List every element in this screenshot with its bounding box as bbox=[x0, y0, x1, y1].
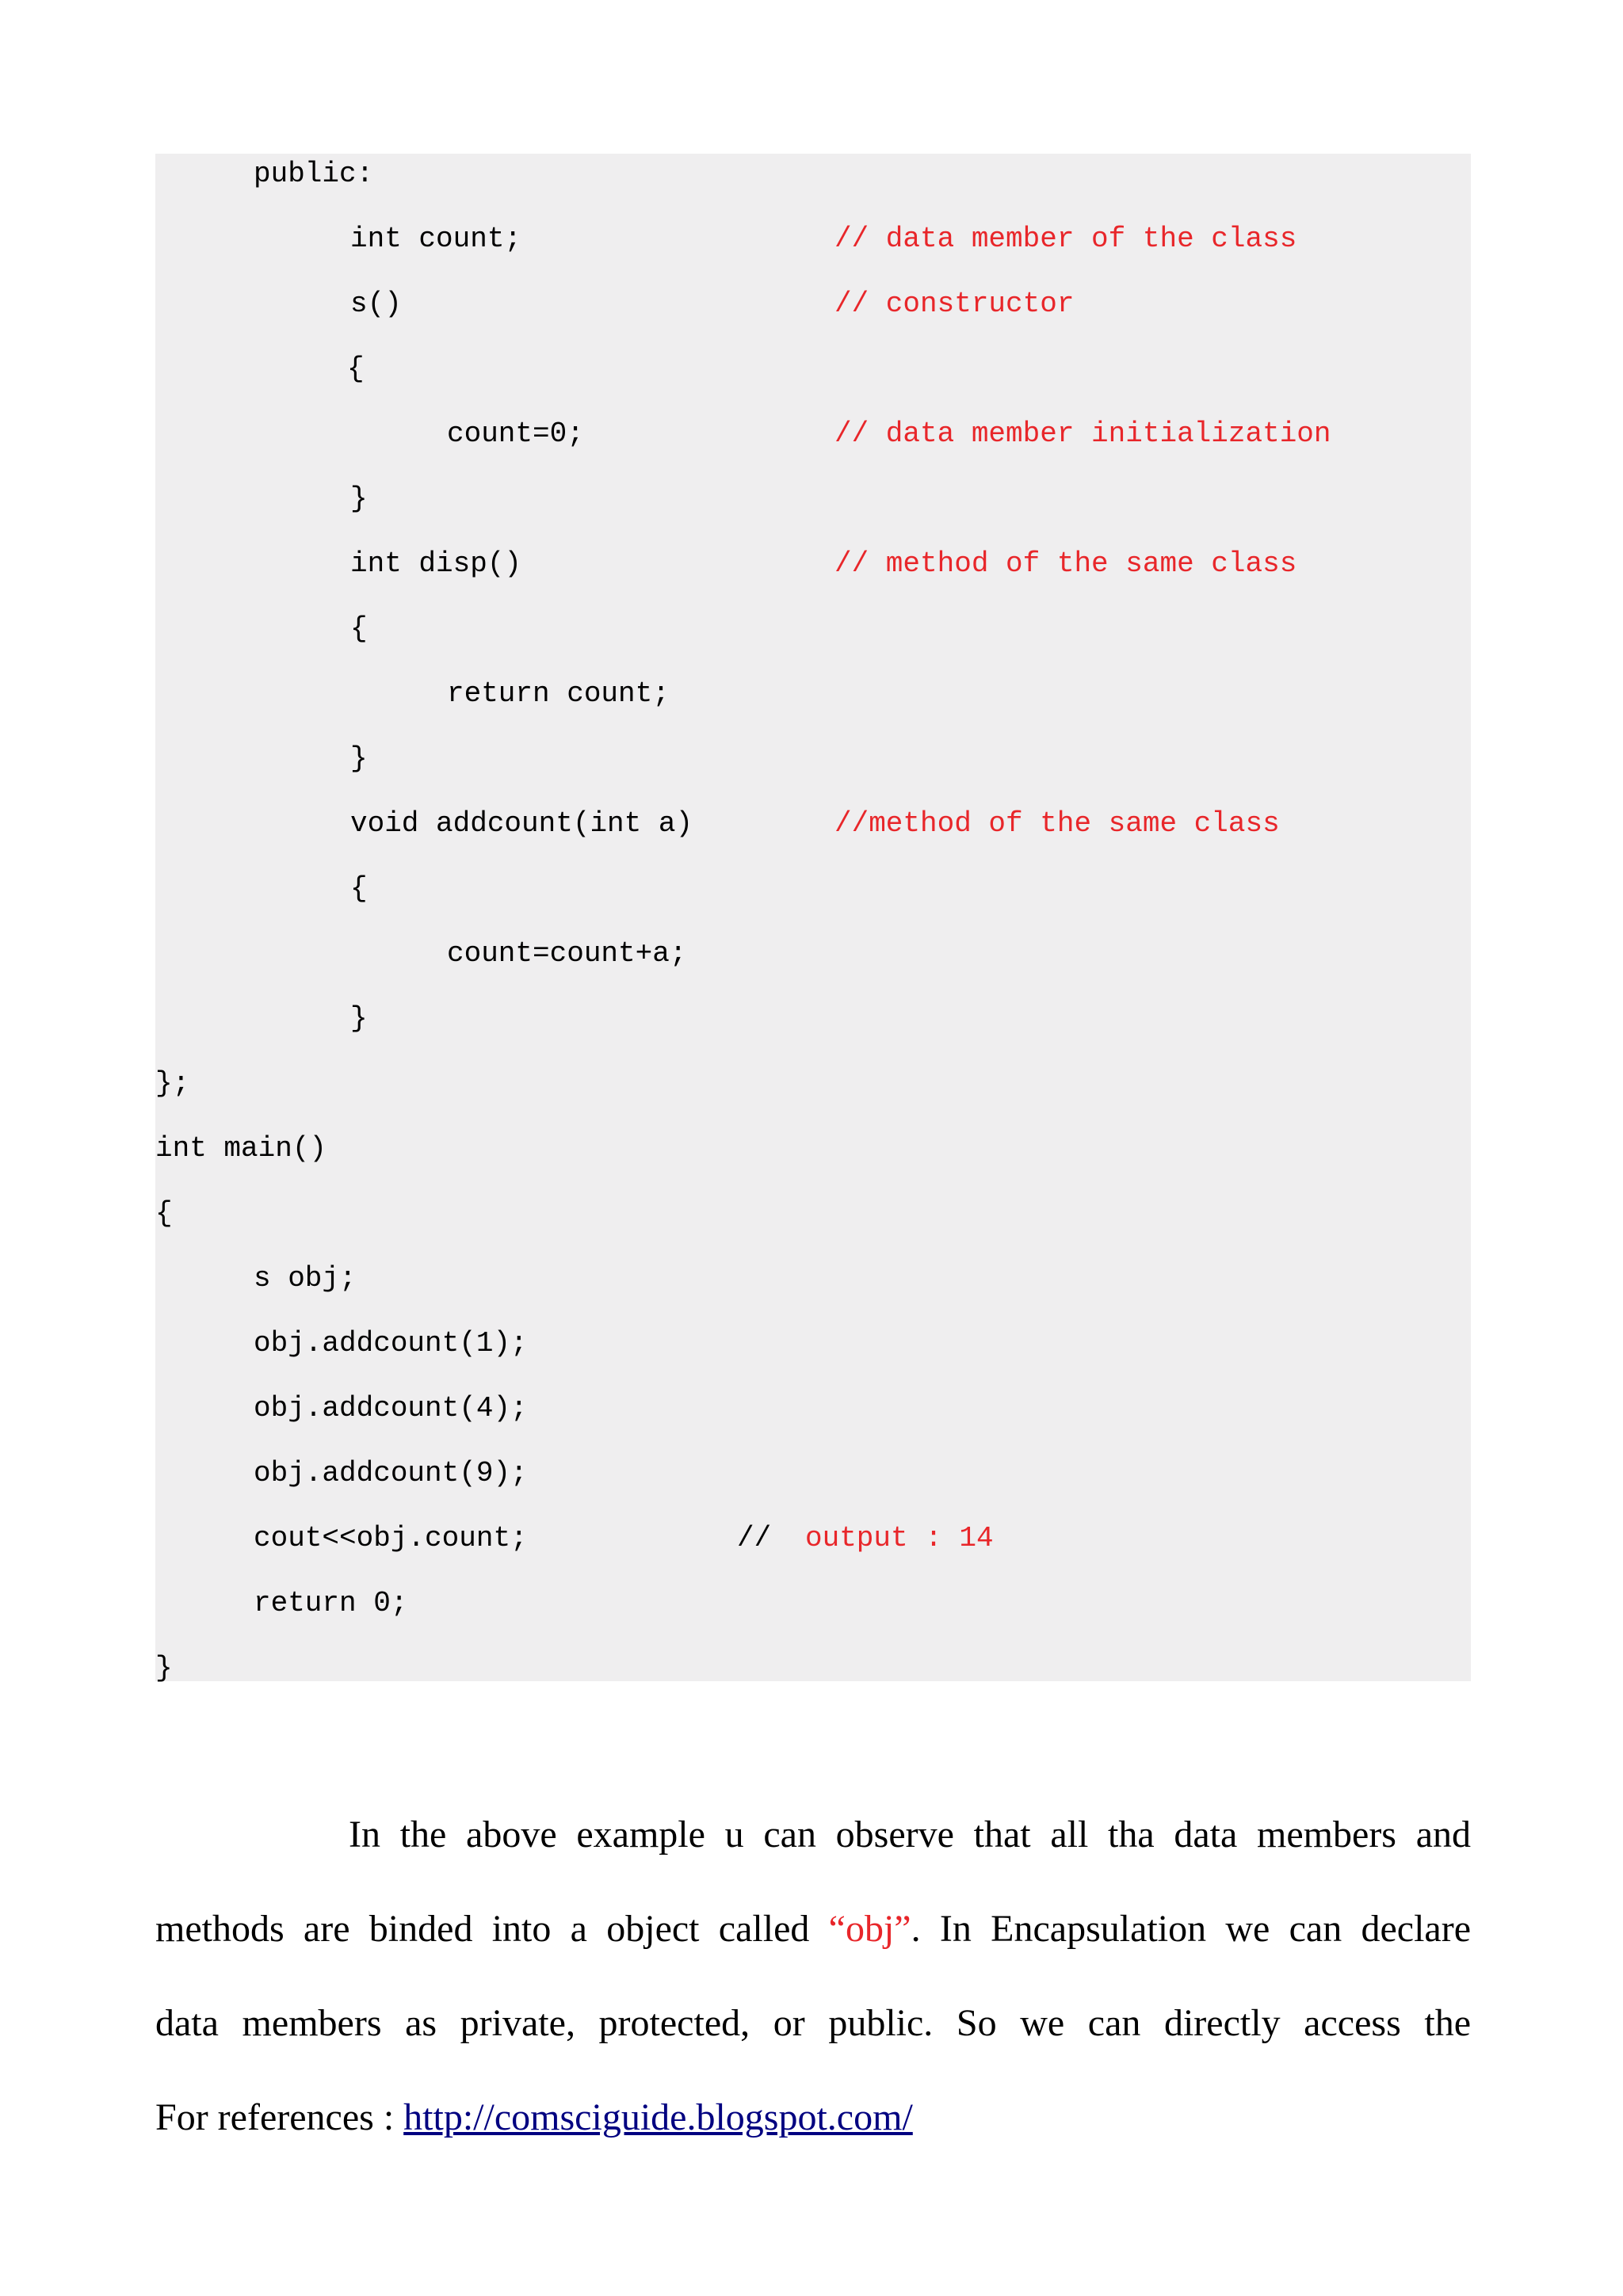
code-text: return count; bbox=[447, 677, 670, 710]
code-line bbox=[155, 410, 1331, 458]
code-comment: // data member initialization bbox=[834, 418, 1331, 450]
code-text: count=count+a; bbox=[447, 937, 687, 970]
code-text: int disp() bbox=[350, 547, 522, 580]
code-line bbox=[155, 865, 368, 913]
code-text: void addcount(int a) bbox=[350, 807, 693, 840]
code-line bbox=[155, 1255, 357, 1302]
code-text: public: bbox=[254, 158, 374, 190]
code-text: s obj; bbox=[254, 1262, 357, 1295]
code-comment-prefix: // bbox=[737, 1522, 772, 1554]
code-line bbox=[155, 735, 368, 783]
code-text: { bbox=[347, 353, 365, 385]
code-line bbox=[155, 280, 1075, 328]
code-line bbox=[155, 800, 1280, 848]
code-line bbox=[155, 1320, 528, 1367]
code-line bbox=[155, 1515, 994, 1562]
code-line bbox=[155, 215, 1297, 263]
footer-reference bbox=[155, 2086, 1471, 2149]
code-line bbox=[155, 540, 1297, 588]
code-text: } bbox=[350, 1002, 368, 1035]
paragraph-text: methods are binded into a object called bbox=[155, 1908, 810, 1950]
code-text: int main() bbox=[155, 1132, 327, 1165]
code-text: return 0; bbox=[254, 1587, 408, 1619]
code-text: cout<<obj.count; bbox=[254, 1522, 528, 1554]
code-line bbox=[155, 930, 687, 978]
code-text: s() bbox=[350, 288, 402, 320]
code-line bbox=[155, 1190, 258, 1238]
code-line bbox=[155, 151, 374, 198]
code-block bbox=[155, 154, 1471, 1684]
code-line bbox=[155, 670, 670, 718]
code-text: } bbox=[350, 742, 368, 775]
code-comment: // constructor bbox=[834, 288, 1075, 320]
code-line bbox=[155, 1125, 327, 1173]
code-line bbox=[155, 1060, 258, 1108]
code-line bbox=[155, 475, 368, 523]
code-text: obj.addcount(4); bbox=[254, 1392, 528, 1425]
code-text: } bbox=[350, 482, 368, 515]
code-text: obj.addcount(9); bbox=[254, 1457, 528, 1489]
code-text: { bbox=[155, 1197, 173, 1230]
code-comment: // data member of the class bbox=[834, 223, 1297, 255]
code-line bbox=[155, 1450, 528, 1497]
code-text: { bbox=[350, 612, 368, 645]
paragraph-text: . In Encapsulation we can declare bbox=[911, 1908, 1471, 1950]
paragraph-line: In the above example u can observe that all tha data members and bbox=[349, 1814, 1471, 1855]
code-line bbox=[155, 345, 365, 393]
code-text: }; bbox=[155, 1067, 190, 1100]
reference-link[interactable]: http://comsciguide.blogspot.com/ bbox=[403, 2096, 913, 2138]
code-text: { bbox=[350, 872, 368, 905]
code-text: obj.addcount(1); bbox=[254, 1327, 528, 1360]
paragraph-line bbox=[155, 1897, 1471, 1961]
highlighted-term: “obj” bbox=[828, 1908, 911, 1950]
code-line bbox=[155, 605, 368, 653]
code-line bbox=[155, 995, 368, 1043]
code-line bbox=[155, 1385, 528, 1432]
footer-label: For references : bbox=[155, 2096, 404, 2138]
paragraph-line: data members as private, protected, or public. So we can directly access the bbox=[155, 2002, 1471, 2044]
code-text: count=0; bbox=[447, 418, 584, 450]
code-comment: //method of the same class bbox=[834, 807, 1280, 840]
code-comment: output : 14 bbox=[805, 1522, 994, 1554]
code-line bbox=[155, 1580, 408, 1627]
code-comment: // method of the same class bbox=[834, 547, 1297, 580]
code-text: } bbox=[155, 1652, 173, 1684]
code-line bbox=[155, 1645, 258, 1692]
code-text: int count; bbox=[350, 223, 522, 255]
